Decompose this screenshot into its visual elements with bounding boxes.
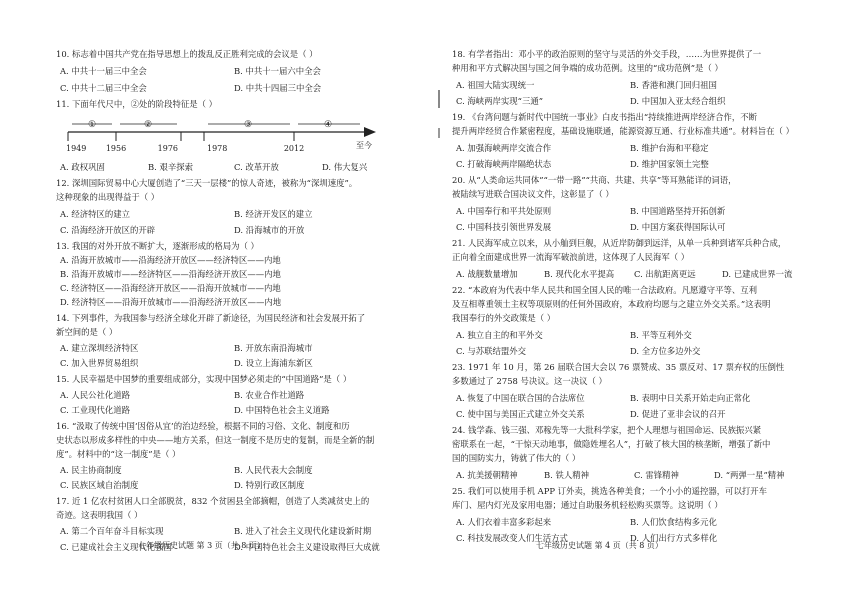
question-25-stem-line2: 库门、屋内灯光及家用电器；通过自助服务机轻松购买票等。这说明（ ）	[452, 500, 723, 510]
option-b[interactable]: B. 香港和澳门回归祖国	[630, 80, 717, 90]
option-c[interactable]: C. 中共十二届三中全会	[60, 83, 147, 93]
option-d[interactable]: D. 伟大复兴	[322, 162, 368, 172]
question-24-stem-line3: 国的国防实力，铸就了伟大的（ ）	[452, 453, 581, 463]
question-18-options-row1	[452, 79, 808, 92]
question-17-stem-line1: 17. 近 1 亿农村贫困人口全部脱贫，832 个贫困县全部摘帽，创造了人类减贫史上的	[56, 496, 370, 506]
option-b[interactable]: B. 平等互利外交	[630, 330, 692, 340]
tl-year-1949: 1949	[66, 144, 87, 153]
option-b[interactable]: B. 表明中日关系开始走向正常化	[630, 393, 751, 403]
tl-year-1956: 1956	[105, 144, 127, 153]
option-b[interactable]: B. 现代化水平提高	[544, 269, 615, 279]
tl-seg-2: ②	[143, 120, 153, 130]
option-b[interactable]: B. 开放东南沿海城市	[234, 343, 313, 353]
question-14-options-row2	[56, 357, 414, 370]
question-23-stem-line2: 多数通过了 2758 号决议。这一决议（ ）	[452, 376, 607, 386]
question-22-options-row2	[452, 345, 808, 358]
option-d[interactable]: D. 中国特色社会主义建设取得巨大成就	[234, 542, 380, 552]
question-16-stem-line1: 16. “汲取了传统中国‘因俗从宜’的治边经验，根据不同的习俗、文化、制度和历	[56, 421, 350, 431]
option-b[interactable]: B. 人民代表大会制度	[234, 465, 313, 475]
question-15-options-row2	[56, 404, 414, 417]
question-17-stem-line2: 奇迹。这表明我国（ ）	[56, 510, 143, 520]
question-12-stem-line2: 这种现象的出现得益于（ ）	[56, 192, 160, 202]
option-c[interactable]: C. 出航距离更远	[634, 269, 696, 279]
question-18-stem-line2: 种用和平方式解决国与国之间争端的成功范例。这里的“成功范例”是（ ）	[452, 63, 723, 73]
option-c[interactable]: C. 改革开放	[234, 162, 279, 172]
option-a[interactable]: A. 政权巩固	[60, 162, 105, 172]
option-d[interactable]: D. 已建成世界一流	[722, 269, 793, 279]
option-c[interactable]: C. 工业现代化道路	[60, 405, 131, 415]
question-19-options-row2	[452, 158, 808, 171]
option-d[interactable]: D. 人们出行方式多样化	[630, 533, 718, 543]
question-10-stem: 10. 标志着中国共产党在指导思想上的拨乱反正胜利完成的会议是（ ）	[56, 49, 318, 59]
question-15-options-row1	[56, 389, 414, 402]
option-c[interactable]: C. 使中国与美国正式建立外交关系	[456, 409, 585, 419]
option-a[interactable]: A. 民主协商制度	[60, 465, 122, 475]
question-19-stem-line2: 提升两岸经贸合作紧密程度，基础设施联通，能源资源互通、行业标准共通”。材料旨在（ ）	[452, 126, 794, 136]
question-19-options-row1	[452, 142, 808, 155]
question-15-stem: 15. 人民幸福是中国梦的重要组成部分，实现中国梦必须走的“中国道路”是（ ）	[56, 374, 352, 384]
option-a[interactable]: A. 加强海峡两岸交流合作	[456, 143, 552, 153]
option-d[interactable]: D. “两弹一星”精神	[714, 470, 785, 480]
question-12-stem-line1: 12. 深圳国际贸易中心大厦创造了“三天一层楼”的惊人奇迹，被称为“深圳速度”。	[56, 178, 358, 188]
tl-end-label: 至今	[356, 141, 372, 150]
tl-year-1978: 1978	[207, 144, 228, 153]
option-a[interactable]: A. 独立自主的和平外交	[456, 330, 543, 340]
year-timeline-ruler	[64, 116, 384, 158]
question-19-stem-line1: 19. 《台湾问题与新时代中国统一事业》白皮书指出“持续推进两岸经济合作，不断	[452, 112, 758, 122]
option-c[interactable]: C. 加入世界贸易组织	[60, 358, 139, 368]
question-11-stem: 11. 下面年代尺中，②处的阶段特征是（ ）	[56, 99, 218, 109]
question-20-options-row1	[452, 205, 808, 218]
tl-seg-4: ④	[323, 120, 333, 130]
question-23-options-row2	[452, 408, 808, 421]
tl-year-2012: 2012	[283, 144, 305, 153]
option-d[interactable]: D. 维护国家领土完整	[630, 159, 709, 169]
option-c[interactable]: C. 沿海经济开放区的开辟	[60, 225, 156, 235]
option-a[interactable]: A. 祖国大陆实现统一	[456, 80, 535, 90]
option-b[interactable]: B. 中共十一届六中全会	[234, 66, 321, 76]
option-b[interactable]: B. 沿海开放城市——经济特区——沿海经济开放区——内地	[60, 269, 281, 279]
option-c[interactable]: C. 雷锋精神	[634, 470, 679, 480]
tl-year-1976: 1976	[157, 144, 178, 153]
question-12-options-row2	[56, 224, 414, 237]
option-a[interactable]: A. 恢复了中国在联合国的合法席位	[456, 393, 585, 403]
option-d[interactable]: D. 特别行政区制度	[234, 480, 305, 490]
question-18-options-row2	[452, 95, 808, 108]
question-14-options-row1	[56, 342, 414, 355]
option-a[interactable]: A. 抗美援朝精神	[456, 470, 518, 480]
option-b[interactable]: B. 人们饮食结构多元化	[630, 517, 717, 527]
option-a[interactable]: A. 人们衣着丰富多彩起来	[456, 517, 552, 527]
option-b[interactable]: B. 经济开发区的建立	[234, 209, 313, 219]
option-c[interactable]: C. 经济特区——沿海经济开放区——沿海开放城市——内地	[60, 283, 281, 293]
question-22-stem-line3: 我国奉行的外交政策是（ ）	[452, 313, 556, 323]
option-d[interactable]: D. 全方位多边外交	[630, 346, 701, 356]
option-d[interactable]: D. 中国方案获得国际认可	[630, 222, 726, 232]
option-b[interactable]: B. 中国道路坚持开拓创新	[630, 206, 726, 216]
question-21-stem-line1: 21. 人民海军成立以来，从小舢到巨舰，从近岸防御到远洋，从单一兵种到诸军兵种合成，	[452, 238, 787, 248]
option-c[interactable]: C. 与苏联结盟外交	[456, 346, 527, 356]
option-a[interactable]: A. 沿海开放城市——沿海经济开放区——经济特区——内地	[60, 255, 281, 265]
option-b[interactable]: B. 维护台海和平稳定	[630, 143, 709, 153]
option-b[interactable]: B. 农业合作社道路	[234, 390, 305, 400]
question-12-options-row1	[56, 208, 414, 221]
option-b[interactable]: B. 进入了社会主义现代化建设新时期	[234, 526, 372, 536]
option-a[interactable]: A. 中共十一届三中全会	[60, 66, 147, 76]
option-d[interactable]: D. 设立上海浦东新区	[234, 358, 313, 368]
page-footer-left: 七年级历史试题 第 3 页（共 8 页）	[138, 541, 265, 550]
question-24-stem-line2: 密联系在一起，“干惊天动地事，做隐姓埋名人”，打破了核大国的核垄断，增强了新中	[452, 439, 771, 449]
option-b[interactable]: B. 铁人精神	[544, 470, 589, 480]
question-25-options-row1	[452, 516, 808, 529]
question-21-stem-line2: 正向着全面建成世界一流海军破浪前进，这体现了人民海军（ ）	[452, 252, 690, 262]
fold-mark	[438, 128, 440, 138]
exam-page-4	[452, 44, 808, 564]
option-a[interactable]: A. 经济特区的建立	[60, 209, 130, 219]
question-20-options-row2	[452, 221, 808, 234]
question-16-options-row1	[56, 464, 414, 477]
question-18-stem-line1: 18. 有学者指出：邓小平的政治原则的坚守与灵活的外交手段，……为世界提供了一	[452, 49, 762, 59]
option-c[interactable]: C. 中国科技引领世界发展	[456, 222, 552, 232]
question-16-stem-line3: 度”。材料中的“这一制度”是（ ）	[56, 449, 181, 459]
question-17-options-row1	[56, 525, 414, 538]
option-c[interactable]: C. 科技发展改变人们生活方式	[456, 533, 568, 543]
option-a[interactable]: A. 第二个百年奋斗目标实现	[60, 526, 164, 536]
question-22-stem-line2: 及互相尊重领土主权等项原则的任何外国政府，本政府均愿与之建立外交关系。”这表明	[452, 299, 771, 309]
question-14-stem-line1: 14. 下列事件，为我国参与经济全球化开辟了新途径，为国民经济和社会发展开拓了	[56, 313, 366, 323]
option-d[interactable]: D. 中国特色社会主义道路	[234, 405, 330, 415]
question-22-options-row1	[452, 329, 808, 342]
question-11-options	[56, 161, 414, 174]
tl-seg-1: ①	[87, 120, 97, 130]
option-c[interactable]: C. 已建成社会主义现代化强国	[60, 542, 172, 552]
question-21-options	[452, 268, 808, 281]
option-d[interactable]: D. 中共十四届三中全会	[234, 83, 322, 93]
question-22-stem-line1: 22. “本政府为代表中华人民共和国全国人民的唯一合法政府。凡愿遵守平等、互利	[452, 285, 758, 295]
option-a[interactable]: A. 人民公社化道路	[60, 390, 130, 400]
question-13-stem: 13. 我国的对外开放不断扩大，逐渐形成的格局为（ ）	[56, 241, 259, 251]
question-20-stem-line1: 20. 从“人类命运共同体”“一带一路”“共商、共建、共享”等耳熟能详的词语，	[452, 175, 737, 185]
option-a[interactable]: A. 建立深圳经济特区	[60, 343, 139, 353]
question-23-stem-line1: 23. 1971 年 10 月，第 26 届联合国大会以 76 票赞成、35 票反对、17 票弃权的压倒性	[452, 362, 785, 372]
exam-page-3	[56, 44, 414, 564]
option-a[interactable]: A. 战舰数量增加	[456, 269, 518, 279]
option-c[interactable]: C. 打破海峡两岸隔绝状态	[456, 159, 552, 169]
option-c[interactable]: C. 民族区域自治制度	[60, 480, 139, 490]
question-16-stem-line2: 史状态以形成多样性的中央——地方关系，但这一制度不是历史的复制，而是全新的制	[56, 435, 375, 445]
option-c[interactable]: C. 海峡两岸实现“三通”	[456, 96, 543, 106]
page-footer-right: 七年级历史试题 第 4 页（共 8 页）	[536, 541, 663, 550]
option-a[interactable]: A. 中国奉行和平共处原则	[456, 206, 552, 216]
question-24-stem-line1: 24. 钱学森、钱三强、邓稼先等一大批科学家，把个人理想与祖国命运、民族振兴紧	[452, 425, 762, 435]
tl-seg-3: ③	[243, 120, 253, 130]
question-16-options-row2	[56, 479, 414, 492]
question-23-options-row1	[452, 392, 808, 405]
fold-mark	[438, 90, 440, 108]
option-d[interactable]: D. 中国加入亚太经合组织	[630, 96, 726, 106]
option-d[interactable]: D. 经济特区——沿海开放城市——沿海经济开放区——内地	[60, 297, 282, 307]
question-10-options-row2	[56, 82, 414, 95]
option-d[interactable]: D. 促进了亚非会议的召开	[630, 409, 726, 419]
option-b[interactable]: B. 艰辛探索	[148, 162, 193, 172]
question-20-stem-line2: 被陆续写进联合国决议文件，这彰显了（ ）	[452, 189, 614, 199]
question-10-options-row1	[56, 65, 414, 78]
question-25-stem-line1: 25. 我们可以使用手机 APP 订外卖，挑选各种美食；一个小小的遥控器，可以打开车	[452, 486, 767, 496]
question-24-options	[452, 469, 808, 482]
option-d[interactable]: D. 沿海城市的开放	[234, 225, 305, 235]
question-14-stem-line2: 新空间的是（ ）	[56, 327, 118, 337]
